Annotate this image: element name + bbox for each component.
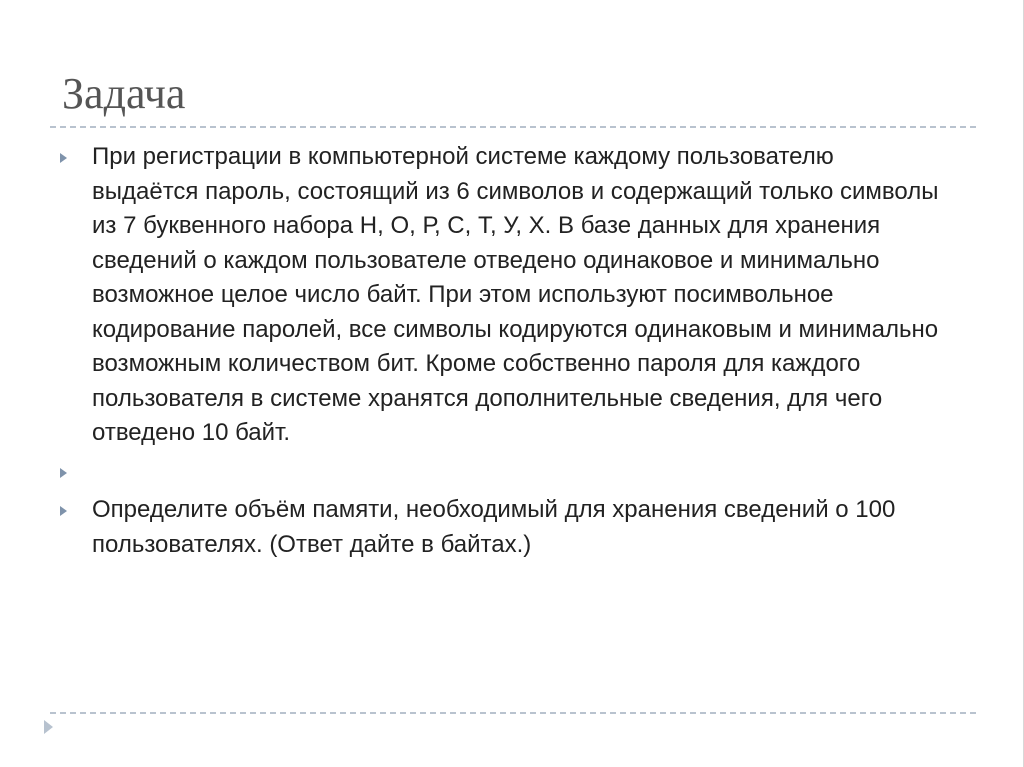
bullet-list	[60, 140, 940, 562]
triangle-right-icon	[60, 506, 67, 516]
bullet-text: Определите объём памяти, необходимый для хранения сведений о 100 пользователях. (Ответ дайте в байтах.)	[92, 496, 896, 558]
triangle-right-icon	[44, 720, 53, 734]
footer-divider	[50, 712, 976, 714]
bullet-text: При регистрации в компьютерной системе каждому пользователю выдаётся пароль, состоящий из 6 символов и содержащий только символы из 7 буквенного набора Н, О, Р, С, Т, У, Х. В базе данных для хранения сведений о каждом пользователе отведено одинаковое и минимально возможное целое число байт. При этом используют посимвольное кодирование паролей, все символы кодируются одинаковым и минимально возможным количеством бит. Кроме собственно пароля для каждого пользователя в системе хранятся дополнительные сведения, для чего отведено 10 байт.	[92, 143, 939, 446]
triangle-right-icon	[60, 468, 67, 478]
triangle-right-icon	[60, 153, 67, 163]
bullet-item-empty	[60, 455, 940, 490]
slide-title: Задача	[62, 69, 186, 118]
bullet-item-problem	[60, 140, 940, 451]
title-divider	[50, 126, 976, 128]
bullet-item-question	[60, 493, 940, 562]
